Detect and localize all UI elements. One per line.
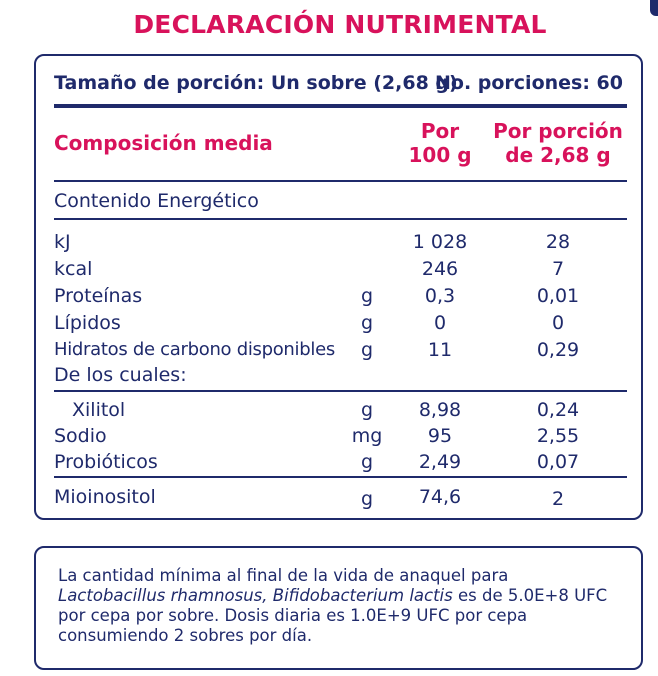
- row-kj-perserving: 28: [545, 231, 571, 253]
- row-hidratos-name: Hidratos de carbono disponibles: [54, 339, 335, 360]
- perserving-heading-line2: de 2,68 g: [505, 143, 611, 167]
- composition-heading: Composición media: [54, 131, 273, 155]
- energy-label: Contenido Energético: [54, 190, 259, 212]
- row-probioticos-unit: g: [360, 451, 374, 473]
- row-mioinositol-perserving: 2: [551, 488, 565, 510]
- divider: [54, 476, 627, 478]
- row-mioinositol-unit: g: [360, 488, 374, 510]
- row-proteinas-name: Proteínas: [54, 285, 143, 307]
- row-sodio-per100: 95: [427, 425, 453, 447]
- row-probioticos-perserving: 0,07: [536, 451, 580, 473]
- row-xilitol-perserving: 0,24: [536, 399, 580, 421]
- row-kcal-perserving: 7: [551, 258, 565, 280]
- row-hidratos-perserving: 0,29: [536, 339, 580, 361]
- note-line1: La cantidad mínima al final de la vida de anaquel para: [58, 566, 509, 585]
- row-lipidos-perserving: 0: [551, 312, 565, 334]
- row-kcal-per100: 246: [421, 258, 459, 280]
- row-sodio-name: Sodio: [54, 425, 107, 447]
- row-proteinas-perserving: 0,01: [536, 285, 580, 307]
- divider: [54, 180, 627, 182]
- row-probioticos-name: Probióticos: [54, 451, 158, 473]
- row-lipidos-per100: 0: [433, 312, 447, 334]
- row-kj-name: kJ: [54, 231, 71, 253]
- note-species: Lactobacillus rhamnosus, Bifidobacterium lactis: [58, 586, 453, 605]
- perserving-heading-line1: Por porción: [493, 119, 623, 143]
- row-xilitol-per100: 8,98: [418, 399, 462, 421]
- per100-heading-line2: 100 g: [408, 143, 472, 167]
- page-title: DECLARACIÓN NUTRIMENTAL: [133, 10, 547, 39]
- row-sodio-unit: mg: [351, 425, 383, 447]
- divider: [54, 390, 627, 392]
- row-hidratos-per100: 11: [427, 339, 453, 361]
- row-lipidos-unit: g: [360, 312, 374, 334]
- note-text: [58, 566, 633, 646]
- of-which-label: De los cuales:: [54, 364, 187, 386]
- row-mioinositol-per100: 74,6: [418, 486, 462, 508]
- divider-thick: [54, 104, 627, 108]
- row-xilitol-name: Xilitol: [72, 399, 126, 421]
- row-proteinas-unit: g: [360, 285, 374, 307]
- row-lipidos-name: Lípidos: [54, 312, 121, 334]
- nutrition-table: [34, 54, 643, 520]
- row-hidratos-unit: g: [360, 339, 374, 361]
- note-line2: [58, 586, 633, 606]
- row-kj-per100: 1 028: [412, 231, 468, 253]
- row-proteinas-per100: 0,3: [424, 285, 456, 307]
- note-line3: por cepa por sobre. Dosis diaria es 1.0E+9 UFC por cepa: [58, 606, 528, 625]
- per100-heading-line1: Por: [420, 119, 460, 143]
- row-xilitol-unit: g: [360, 399, 374, 421]
- row-kcal-name: kcal: [54, 258, 93, 280]
- row-sodio-perserving: 2,55: [536, 425, 580, 447]
- note-line4: consumiendo 2 sobres por día.: [58, 626, 313, 645]
- servings-count: No. porciones: 60: [434, 72, 623, 94]
- probiotic-note: [34, 546, 643, 670]
- serving-size: Tamaño de porción: Un sobre (2,68 g): [54, 72, 458, 94]
- row-probioticos-per100: 2,49: [418, 451, 462, 473]
- row-mioinositol-name: Mioinositol: [54, 486, 156, 508]
- divider: [54, 218, 627, 220]
- note-line2-rest: es de 5.0E+8 UFC: [452, 586, 608, 605]
